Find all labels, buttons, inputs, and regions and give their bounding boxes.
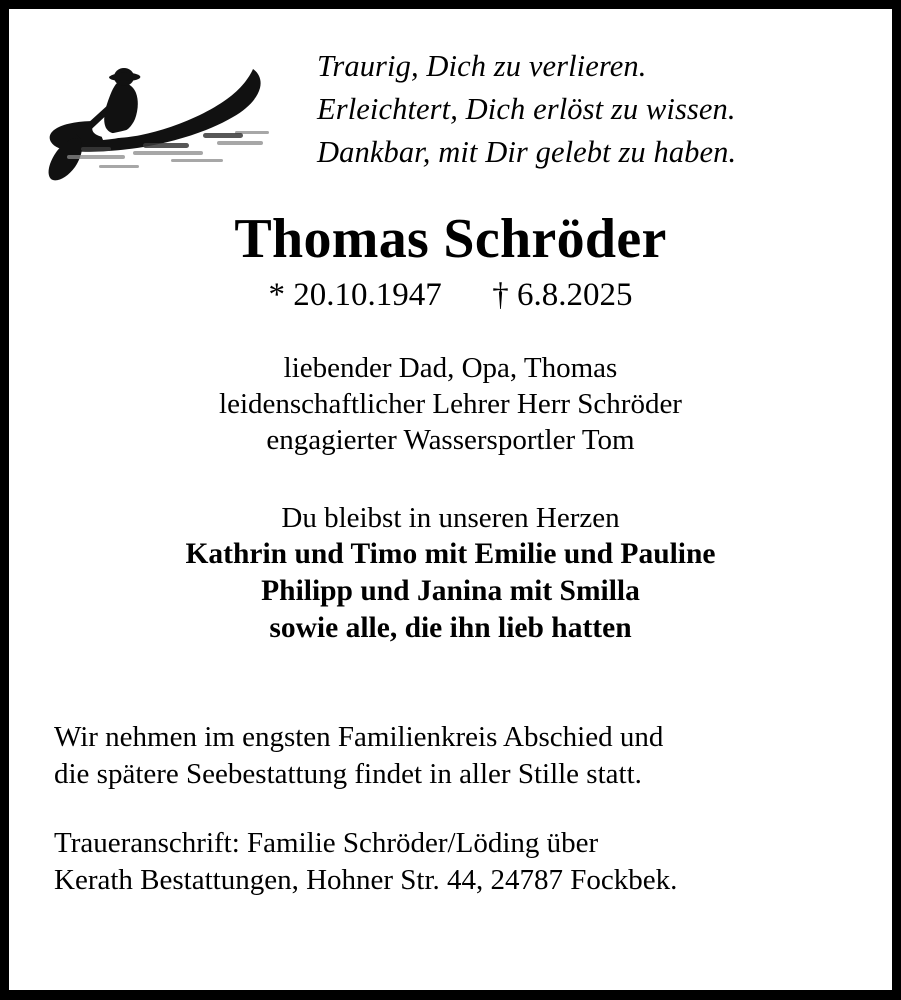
role-line-2: leidenschaftlicher Lehrer Herr Schröder xyxy=(219,388,682,420)
condolence-address-line-1: Traueranschrift: Familie Schröder/Löding über xyxy=(54,827,599,859)
survivor-line-3: sowie alle, die ihn lieb hatten xyxy=(269,612,632,644)
verse-line-1: Traurig, Dich zu verlieren. xyxy=(317,49,647,83)
death-symbol: † xyxy=(492,277,509,313)
funeral-note-line-1: Wir nehmen im engsten Familienkreis Abschied und xyxy=(54,721,664,753)
roles-block xyxy=(9,350,892,458)
notice-sheet xyxy=(9,9,892,990)
verse-line-3: Dankbar, mit Dir gelebt zu haben. xyxy=(317,135,737,169)
canoe-paddler-silhouette-icon xyxy=(21,47,281,192)
role-line-1: liebender Dad, Opa, Thomas xyxy=(283,352,618,384)
survivors-block xyxy=(9,536,892,647)
birth-date: 20.10.1947 xyxy=(293,277,442,313)
survivor-line-1: Kathrin und Timo mit Emilie und Pauline xyxy=(185,538,716,570)
name-block xyxy=(9,207,892,315)
survivor-line-2: Philipp und Janina mit Smilla xyxy=(261,575,640,607)
birth-symbol: * xyxy=(268,277,285,313)
funeral-note-line-2: die spätere Seebestattung findet in aller Stille statt. xyxy=(54,758,642,790)
notice-header xyxy=(9,9,892,199)
condolence-address-line-2: Kerath Bestattungen, Hohner Str. 44, 24787 Fockbek. xyxy=(54,864,678,896)
role-line-3: engagierter Wassersportler Tom xyxy=(266,424,635,456)
tribute-line: Du bleibst in unseren Herzen xyxy=(281,502,620,534)
funeral-note xyxy=(54,719,872,793)
condolence-address xyxy=(54,825,872,899)
life-dates xyxy=(9,275,892,315)
verse-block xyxy=(317,45,736,174)
verse-line-2: Erleichtert, Dich erlöst zu wissen. xyxy=(317,92,736,126)
closing-block xyxy=(9,719,892,899)
death-date: 6.8.2025 xyxy=(517,277,633,313)
deceased-name: Thomas Schröder xyxy=(234,208,667,270)
